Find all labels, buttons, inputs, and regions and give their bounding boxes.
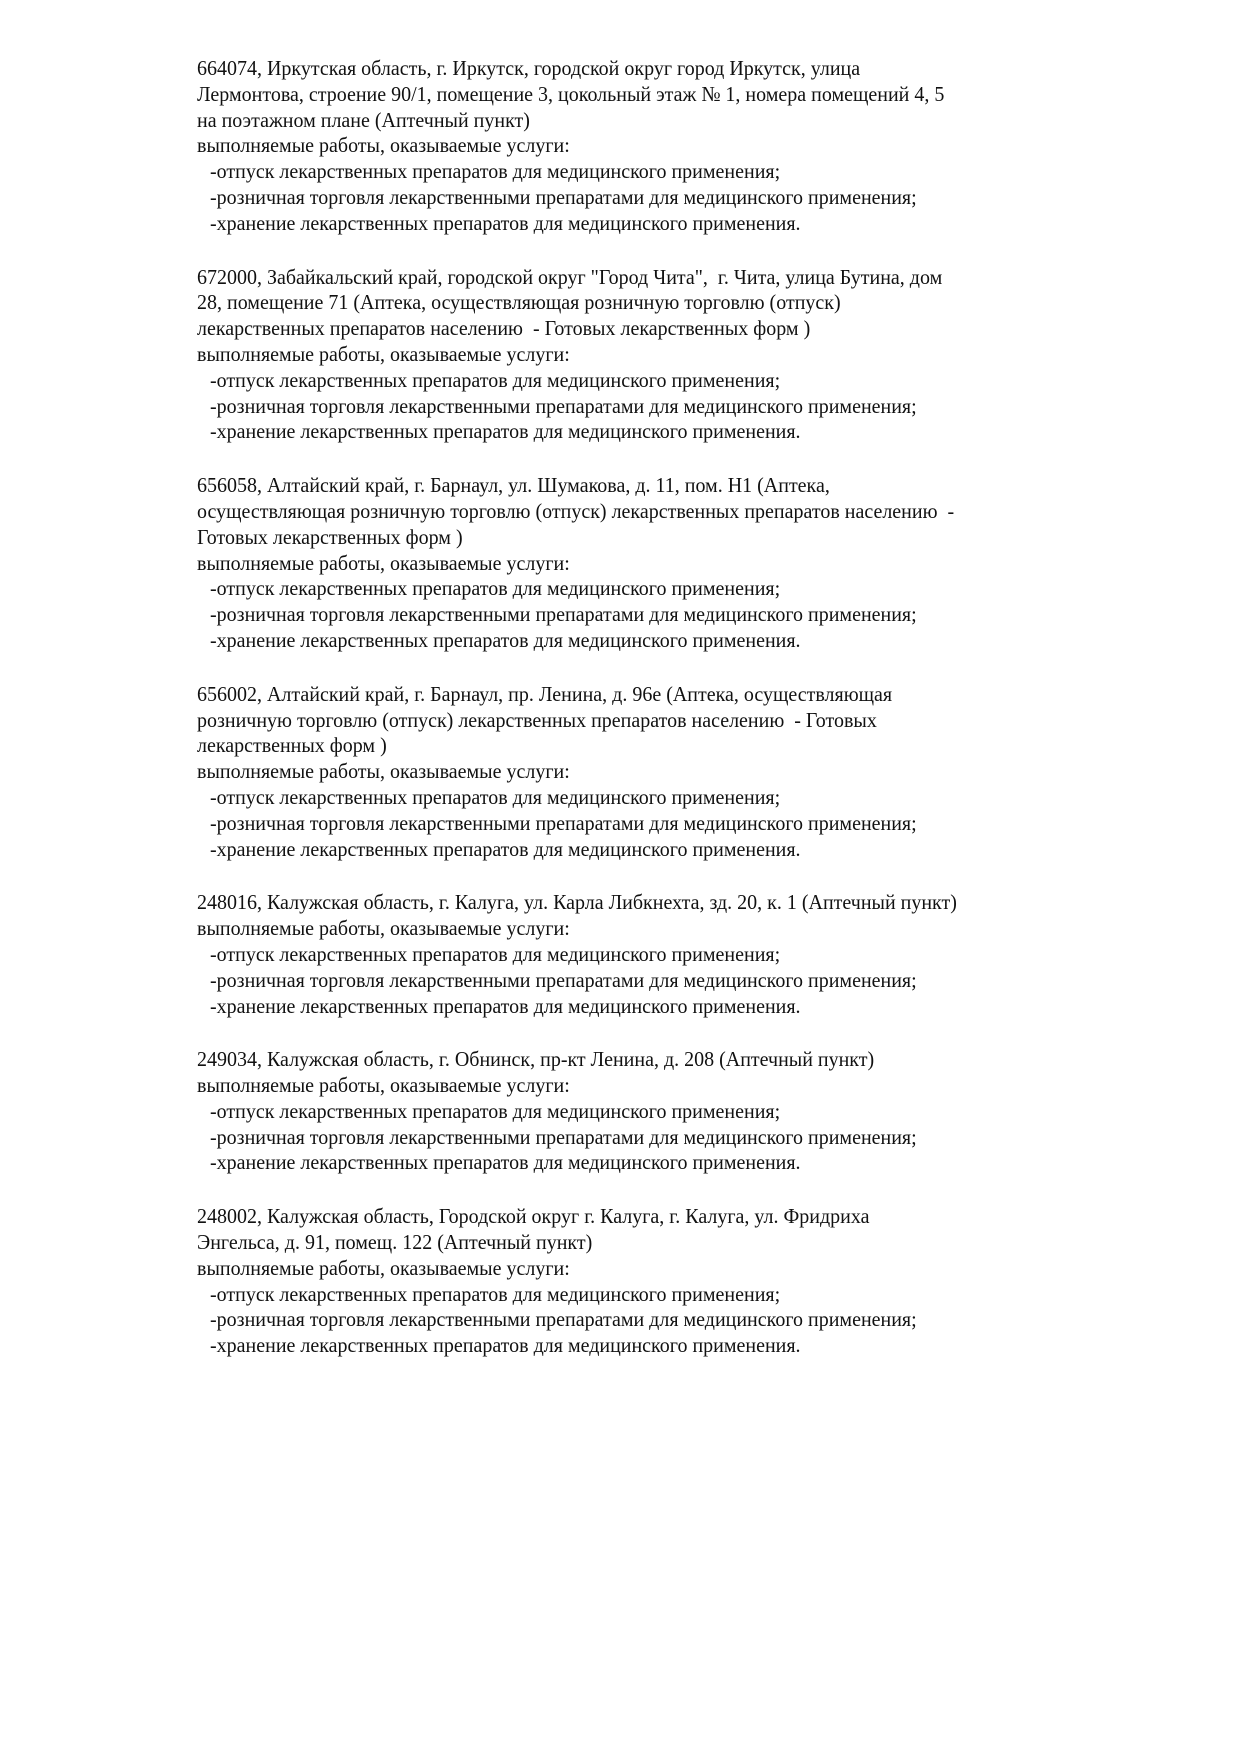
service-item: -хранение лекарственных препаратов для медицинского применения. bbox=[210, 210, 801, 235]
license-address-entry bbox=[197, 1204, 1014, 1359]
service-item: -розничная торговля лекарственными препаратами для медицинского применения; bbox=[210, 393, 917, 418]
service-item: -отпуск лекарственных препаратов для медицинского применения; bbox=[210, 941, 781, 966]
address-line: 249034, Калужская область, г. Обнинск, пр-кт Ленина, д. 208 (Аптечный пункт) bbox=[197, 1047, 875, 1072]
service-item: -хранение лекарственных препаратов для медицинского применения. bbox=[210, 993, 801, 1018]
address-line: на поэтажном плане (Аптечный пункт) bbox=[197, 107, 530, 132]
service-item: -розничная торговля лекарственными препаратами для медицинского применения; bbox=[210, 967, 917, 992]
address-line: 664074, Иркутская область, г. Иркутск, городской округ город Иркутск, улица bbox=[197, 56, 861, 80]
services-heading: выполняемые работы, оказываемые услуги: bbox=[197, 1073, 570, 1098]
license-address-entry bbox=[197, 56, 1014, 237]
address-line: Лермонтова, строение 90/1, помещение 3, цокольный этаж № 1, номера помещений 4, 5 bbox=[197, 81, 945, 106]
services-heading: выполняемые работы, оказываемые услуги: bbox=[197, 1255, 570, 1280]
services-heading: выполняемые работы, оказываемые услуги: bbox=[197, 759, 570, 784]
address-line: розничную торговлю (отпуск) лекарственных препаратов населению - Готовых bbox=[197, 707, 877, 732]
license-address-entry bbox=[197, 682, 1014, 863]
service-item: -хранение лекарственных препаратов для медицинского применения. bbox=[210, 419, 801, 444]
address-line: лекарственных форм ) bbox=[197, 733, 387, 758]
service-item: -отпуск лекарственных препаратов для медицинского применения; bbox=[210, 159, 781, 184]
service-item: -хранение лекарственных препаратов для медицинского применения. bbox=[210, 1150, 801, 1175]
license-address-entry bbox=[197, 1047, 1014, 1176]
address-line: 248016, Калужская область, г. Калуга, ул. Карла Либкнехта, зд. 20, к. 1 (Аптечный пункт) bbox=[197, 890, 957, 915]
address-line: лекарственных препаратов населению - Готовых лекарственных форм ) bbox=[197, 316, 811, 341]
address-line: 656002, Алтайский край, г. Барнаул, пр. Ленина, д. 96е (Аптека, осуществляющая bbox=[197, 681, 893, 706]
document-body bbox=[197, 56, 1014, 1387]
services-heading: выполняемые работы, оказываемые услуги: bbox=[197, 916, 570, 941]
license-address-entry bbox=[197, 890, 1014, 1019]
service-item: -отпуск лекарственных препаратов для медицинского применения; bbox=[210, 1098, 781, 1123]
services-heading: выполняемые работы, оказываемые услуги: bbox=[197, 341, 570, 366]
service-item: -розничная торговля лекарственными препаратами для медицинского применения; bbox=[210, 602, 917, 627]
address-line: 248002, Калужская область, Городской округ г. Калуга, г. Калуга, ул. Фридриха bbox=[197, 1204, 870, 1229]
address-line: 28, помещение 71 (Аптека, осуществляющая розничную торговлю (отпуск) bbox=[197, 290, 841, 315]
service-item: -розничная торговля лекарственными препаратами для медицинского применения; bbox=[210, 810, 917, 835]
service-item: -хранение лекарственных препаратов для медицинского применения. bbox=[210, 836, 801, 861]
address-line: Готовых лекарственных форм ) bbox=[197, 524, 463, 549]
service-item: -отпуск лекарственных препаратов для медицинского применения; bbox=[210, 576, 781, 601]
address-line: 656058, Алтайский край, г. Барнаул, ул. Шумакова, д. 11, пом. Н1 (Аптека, bbox=[197, 473, 830, 498]
service-item: -хранение лекарственных препаратов для медицинского применения. bbox=[210, 627, 801, 652]
services-heading: выполняемые работы, оказываемые услуги: bbox=[197, 550, 570, 575]
service-item: -розничная торговля лекарственными препаратами для медицинского применения; bbox=[210, 1307, 917, 1332]
address-line: Энгельса, д. 91, помещ. 122 (Аптечный пункт) bbox=[197, 1230, 593, 1255]
service-item: -розничная торговля лекарственными препаратами для медицинского применения; bbox=[210, 1124, 917, 1149]
address-line: 672000, Забайкальский край, городской округ "Город Чита", г. Чита, улица Бутина, дом bbox=[197, 264, 943, 289]
service-item: -хранение лекарственных препаратов для медицинского применения. bbox=[210, 1333, 801, 1358]
service-item: -отпуск лекарственных препаратов для медицинского применения; bbox=[210, 784, 781, 809]
license-address-entry bbox=[197, 265, 1014, 446]
license-address-entry bbox=[197, 473, 1014, 654]
service-item: -розничная торговля лекарственными препаратами для медицинского применения; bbox=[210, 184, 917, 209]
address-line: осуществляющая розничную торговлю (отпуск) лекарственных препаратов населению - bbox=[197, 498, 955, 523]
service-item: -отпуск лекарственных препаратов для медицинского применения; bbox=[210, 367, 781, 392]
service-item: -отпуск лекарственных препаратов для медицинского применения; bbox=[210, 1281, 781, 1306]
services-heading: выполняемые работы, оказываемые услуги: bbox=[197, 133, 570, 158]
